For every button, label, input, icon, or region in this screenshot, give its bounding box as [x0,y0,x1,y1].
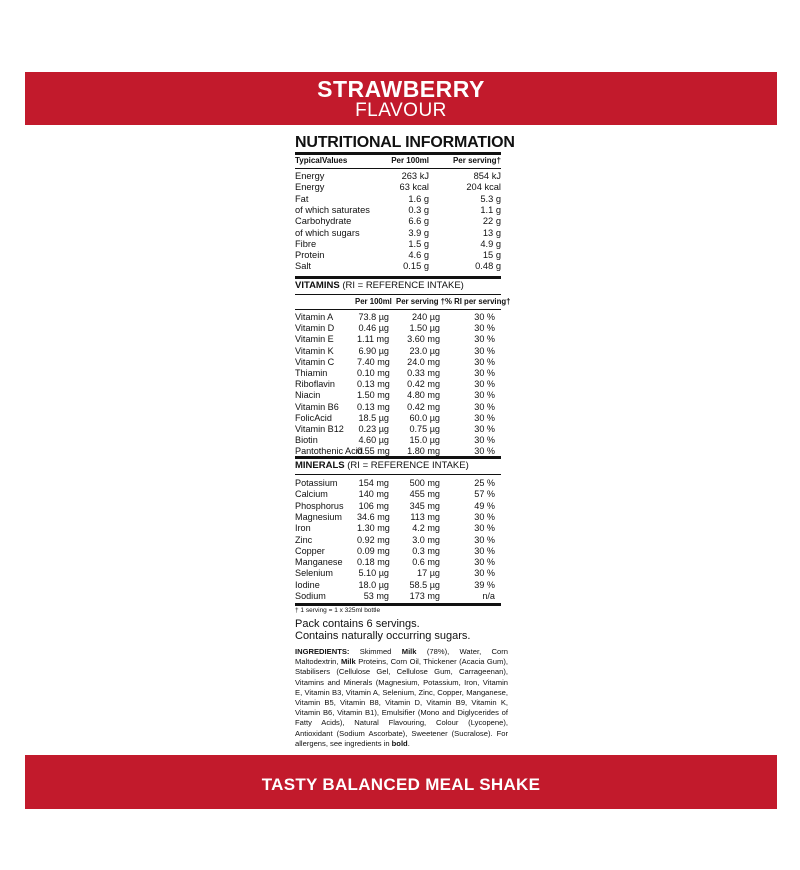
ingredient-text: Proteins, Corn Oil, Thickener (Acacia Gum), Stabilisers (Cellulose Gel, Cellulose Gum, Carrageenan), Vitamins and Minerals (Magnesium, Potassium, Iron, Vitamin E, Vitamin B3, Vitamin A, Selenium, Zinc, Copper, Manganese, Vitamin B5, Vitamin B8, Vitamin D, Vitamin B9, Vitamin K, Vitamin B6, Vitamin B1), Emulsifier (Mono and Diglycerides of Fatty Acids), Natural Flavouring, Colour (Lycopene), Antioxidant (Sodium Ascorbate), Sweetener (Sucralose). For allergens, see ingredients in [295,657,508,748]
mineral-row [295,591,501,602]
per-serving-value: 13 g [482,227,501,238]
mineral-row [295,568,501,579]
nutrition-row [295,261,501,272]
nutrient-name: Fibre [295,238,317,249]
vitamin-row-ri: 30 % [474,390,495,401]
mineral-row-ri: 30 % [474,523,495,534]
col-typical-values: TypicalValues [295,156,348,165]
flavour-subtitle: FLAVOUR [355,100,447,121]
mineral-row [295,478,501,489]
nutrition-row [295,216,501,227]
mineral-row-ri: 39 % [474,579,495,590]
ingredient-text: Skimmed [349,647,402,656]
per-100ml-value: 0.15 g [403,261,429,272]
nutrition-heading: NUTRITIONAL INFORMATION [295,134,515,151]
vitamin-row-ri: 30 % [474,412,495,423]
vitamin-row-per-100ml: 1.11 mg [357,334,390,345]
mineral-row-ri: 30 % [474,534,495,545]
mineral-row-per-100ml: 18.0 µg [358,579,389,590]
nutrient-name: of which sugars [295,227,360,238]
ingredient-bold: Milk [340,657,356,667]
nutrition-row [295,205,501,216]
ingredient-bold: bold [391,738,408,748]
mineral-row-per-serving: 345 mg [409,500,440,511]
col-v-per-serving: Per serving † [396,297,445,306]
ingredient-bold: Milk [401,647,417,656]
per-100ml-value: 263 kJ [401,171,429,181]
vitamin-row-ri: 30 % [474,334,495,345]
mineral-row-ri: n/a [482,591,495,601]
mineral-row [295,557,501,568]
mineral-row-name: Iodine [295,579,320,590]
vitamin-row [295,402,501,413]
ingredients-text [295,647,508,749]
vitamin-row-per-100ml: 18.5 µg [358,412,389,423]
tagline: TASTY BALANCED MEAL SHAKE [261,775,541,794]
vitamin-row-name: Pantothenic Acid [295,446,363,457]
vitamin-row-per-100ml: 0.23 µg [358,424,389,434]
serving-footnote: † 1 serving = 1 x 325ml bottle [295,607,381,614]
per-serving-value: 0.48 g [475,261,501,272]
per-100ml-value: 1.5 g [408,238,429,249]
mineral-row-name: Sodium [295,591,326,601]
mineral-row-name: Potassium [295,478,338,488]
vitamin-row-per-serving: 0.75 µg [409,424,440,434]
vitamin-row-per-100ml: 7.40 mg [357,356,390,367]
per-serving-value: 15 g [482,250,501,261]
mineral-row-name: Magnesium [295,511,343,522]
heading-rule [295,152,501,155]
mineral-row-name: Phosphorus [295,500,344,511]
mineral-row-per-serving: 3.0 mg [412,534,440,545]
mineral-row-per-serving: 0.3 mg [412,545,440,556]
mineral-row-per-100ml: 140 mg [358,489,389,500]
nutrient-name: Carbohydrate [295,216,352,227]
vitamin-row-name: Biotin [295,435,318,446]
mineral-row-name: Selenium [295,568,333,579]
col-v-ri: % RI per serving† [445,297,511,306]
vitamin-row-ri: 30 % [474,424,495,434]
vitamin-row-per-100ml: 0.13 mg [357,379,390,390]
vitamin-row-per-100ml: 0.13 mg [357,401,390,412]
per-100ml-value: 3.9 g [408,227,429,238]
nutrient-name: Salt [295,261,312,272]
ingredient-text: (78%), Water, Corn Maltodextrin, [295,647,508,667]
mineral-row-ri: 57 % [474,489,495,500]
vitamin-row [295,346,501,357]
mineral-row-ri: 30 % [474,545,495,556]
vitamin-row-per-serving: 4.80 mg [407,390,440,401]
nutrient-name: Energy [295,182,325,193]
mineral-row-ri: 49 % [474,500,495,511]
vitamin-row-per-serving: 0.33 mg [407,368,440,378]
vitamin-row-ri: 30 % [474,401,495,412]
mineral-row-ri: 30 % [474,511,495,522]
mineral-row-per-serving: 113 mg [410,511,440,522]
vitamin-row-name: FolicAcid [295,412,332,423]
mineral-row-per-100ml: 0.92 mg [357,534,390,545]
nutrition-row [295,171,501,182]
pack-line-2: Contains naturally occurring sugars. [295,630,471,642]
vitamin-row-per-serving: 0.42 mg [407,401,440,412]
mineral-row [295,535,501,546]
mineral-row-per-100ml: 34.6 mg [357,511,390,522]
vitamin-row [295,435,501,446]
vitamin-row-name: Niacin [295,390,321,401]
nutrition-row [295,182,501,193]
vitamin-row-ri: 30 % [474,379,495,390]
mineral-row-per-100ml: 0.09 mg [357,545,390,556]
vitamin-row-name: Vitamin C [295,356,335,367]
vitamin-row [295,368,501,379]
per-serving-value: 4.9 g [480,238,501,249]
bottom-banner [25,755,777,809]
vitamin-row-per-serving: 3.60 mg [407,334,440,345]
vitamins-title: VITAMINS (RI = REFERENCE INTAKE) [295,280,464,291]
nutrient-name: of which saturates [295,204,370,215]
flavour-title: STRAWBERRY [317,76,485,102]
mineral-row-per-100ml: 5.10 µg [358,568,389,579]
ingredient-text: . [407,738,410,748]
vitamin-row-per-100ml: 73.8 µg [358,312,389,322]
mineral-row [295,489,501,500]
vitamin-row-per-100ml: 0.46 µg [358,323,389,334]
mineral-row-per-100ml: 106 mg [358,500,389,511]
mineral-row-per-100ml: 0.18 mg [357,557,390,568]
mineral-row-per-serving: 17 µg [417,568,440,579]
pack-line-1: Pack contains 6 servings. [295,618,420,630]
vitamin-row-ri: 30 % [474,368,495,378]
vitamin-row-ri: 30 % [474,446,495,457]
vitamin-row [295,413,501,424]
mineral-row [295,501,501,512]
mineral-row [295,512,501,523]
nutrition-row [295,250,501,261]
top-banner [25,72,777,125]
vitamin-row-per-100ml: 1.50 mg [357,390,390,401]
vitamin-row-name: Thiamin [295,368,328,378]
vitamins-rule [295,276,501,279]
vitamin-row [295,323,501,334]
vitamin-row-name: Vitamin K [295,345,334,356]
vitamin-row-name: Vitamin B12 [295,424,344,434]
vitamin-row [295,357,501,368]
nutrition-header-rule [295,168,501,169]
vitamin-row [295,312,501,323]
minerals-title-rule [295,474,501,475]
vitamin-row-per-serving: 60.0 µg [409,412,440,423]
mineral-row-per-100ml: 154 mg [358,478,389,488]
mineral-row [295,523,501,534]
vitamin-row-per-100ml: 6.90 µg [358,345,389,356]
vitamin-row-ri: 30 % [474,356,495,367]
per-serving-value: 1.1 g [480,204,501,215]
per-100ml-value: 6.6 g [408,216,429,227]
ingredients-label: INGREDIENTS: [295,647,350,656]
vitamin-row-per-serving: 0.42 mg [407,379,440,390]
per-serving-value: 22 g [482,216,501,227]
vitamin-row-per-serving: 1.50 µg [409,323,440,334]
vitamin-row-per-serving: 240 µg [412,312,440,322]
mineral-row-name: Iron [295,523,311,534]
minerals-title: MINERALS (RI = REFERENCE INTAKE) [295,460,469,471]
vitamin-row-ri: 30 % [474,345,495,356]
mineral-row [295,580,501,591]
col-per-serving: Per serving† [452,156,501,165]
mineral-row-name: Manganese [295,557,343,568]
mineral-row-name: Copper [295,545,325,556]
vitamin-row-name: Vitamin A [295,312,334,322]
vitamin-row-ri: 30 % [474,435,495,446]
mineral-row-per-100ml: 53 mg [363,591,389,601]
mineral-row-per-serving: 58.5 µg [409,579,440,590]
vitamin-row-per-serving: 1.80 mg [407,446,440,457]
vitamin-row-per-100ml: 0.55 mg [357,446,390,457]
vitamin-row [295,390,501,401]
vitamin-row [295,334,501,345]
per-100ml-value: 0.3 g [408,204,429,215]
mineral-row [295,546,501,557]
col-per-100ml: Per 100ml [391,156,429,165]
per-100ml-value: 4.6 g [408,250,429,261]
mineral-row-name: Zinc [295,534,313,545]
vitamin-row-per-100ml: 4.60 µg [358,435,389,446]
footnote-rule [295,603,501,606]
vitamin-row-name: Vitamin E [295,334,334,345]
vitamin-row [295,379,501,390]
vitamins-header-rule [295,309,501,310]
nutrient-name: Energy [295,171,325,181]
vitamin-row-name: Riboflavin [295,379,335,390]
vitamin-row-ri: 30 % [474,312,495,322]
vitamin-row-per-serving: 23.0 µg [409,345,440,356]
vitamin-row-name: Vitamin B6 [295,401,339,412]
vitamins-title-rule [295,294,501,295]
col-v-per-100ml: Per 100ml [355,297,392,306]
mineral-row-name: Calcium [295,489,328,500]
nutrition-row [295,194,501,205]
mineral-row-per-serving: 500 mg [409,478,440,488]
mineral-row-per-serving: 4.2 mg [412,523,440,534]
mineral-row-per-100ml: 1.30 mg [357,523,390,534]
nutrient-name: Fat [295,193,309,204]
nutrition-row [295,239,501,250]
mineral-row-ri: 25 % [474,478,495,488]
vitamin-row [295,424,501,435]
nutrition-row [295,228,501,239]
mineral-row-ri: 30 % [474,557,495,568]
vitamin-row-ri: 30 % [474,323,495,334]
mineral-row-per-serving: 173 mg [409,591,440,601]
vitamin-row-per-100ml: 0.10 mg [357,368,390,378]
vitamin-row-name: Vitamin D [295,323,335,334]
nutrient-name: Protein [295,250,325,261]
minerals-rule [295,456,501,459]
mineral-row-per-serving: 455 mg [409,489,440,500]
vitamin-row-per-serving: 24.0 mg [407,356,440,367]
per-100ml-value: 63 kcal [399,182,429,193]
mineral-row-ri: 30 % [474,568,495,579]
per-serving-value: 854 kJ [473,171,501,181]
vitamin-row-per-serving: 15.0 µg [409,435,440,446]
per-serving-value: 204 kcal [466,182,501,193]
mineral-row-per-serving: 0.6 mg [412,557,440,568]
per-serving-value: 5.3 g [480,193,501,204]
per-100ml-value: 1.6 g [408,193,429,204]
